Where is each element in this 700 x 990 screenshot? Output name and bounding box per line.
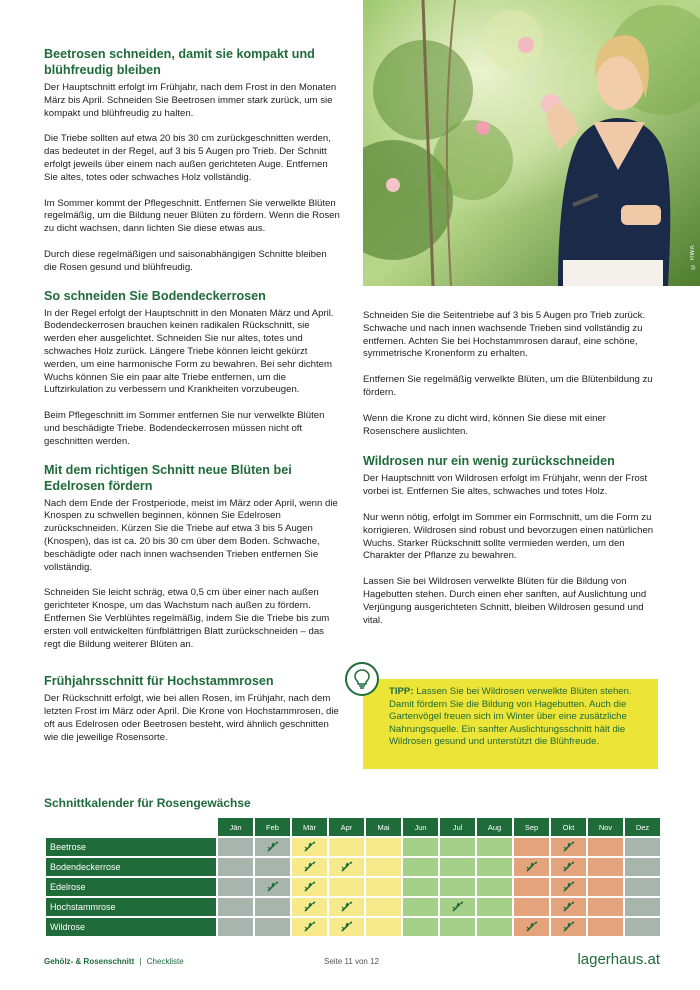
- section-hochstammrosen: [44, 673, 340, 744]
- calendar-corner: [46, 818, 216, 836]
- month-cell: [551, 838, 586, 856]
- month-cell: [366, 898, 401, 916]
- paragraph: Der Hauptschnitt erfolgt im Frühjahr, nach dem Frost in den Monaten März bis April. Schneiden Sie Beetrosen immer stark zurück, um sie kompakt und blühfreudig zu halten.: [44, 82, 337, 119]
- rose-type-label: Hochstammrose: [46, 898, 216, 916]
- month-cell: [625, 878, 660, 896]
- month-header: Aug: [477, 818, 512, 836]
- pruning-shears-icon: [562, 846, 576, 855]
- month-cell: [588, 838, 623, 856]
- month-cell: [403, 858, 438, 876]
- left-column: [44, 46, 340, 744]
- rose-type-label: Edelrose: [46, 878, 216, 896]
- month-cell: [477, 918, 512, 936]
- month-cell: [329, 918, 364, 936]
- footer-doc-title: Gehölz- & Rosenschnitt: [44, 957, 135, 966]
- month-cell: [477, 898, 512, 916]
- paragraph: Schneiden Sie die Seitentriebe auf 3 bis 5 Augen pro Trieb zurück. Schwache und nach innen wachsende Trieben sind vollständig zu entfernen. Achten Sie bei Hochstammrosen darauf, eine schöne, symmetrische Kronenform zu erhalten.: [363, 310, 646, 360]
- month-header: Sep: [514, 818, 549, 836]
- month-cell: [588, 858, 623, 876]
- lightbulb-icon: [345, 662, 379, 696]
- page-number: Seite 11 von 12: [324, 957, 380, 966]
- month-header: Okt: [551, 818, 586, 836]
- month-cell: [588, 918, 623, 936]
- month-cell: [625, 898, 660, 916]
- month-cell: [477, 858, 512, 876]
- month-cell: [514, 838, 549, 856]
- tip-callout: [345, 662, 660, 770]
- paragraph: Der Rückschnitt erfolgt, wie bei allen Rosen, im Frühjahr, nach dem letzten Frost im März oder April. Die Krone von Hochstammrosen, die oft aus Edelrosen oder Beetrosen besteht, wird ähnlich geschnitten wie die jeweilige Rosensorte.: [44, 693, 339, 743]
- calendar-row: [46, 838, 660, 856]
- month-cell: [477, 878, 512, 896]
- pruning-shears-icon: [303, 866, 317, 875]
- month-cell: [440, 838, 475, 856]
- month-cell: [403, 838, 438, 856]
- pruning-shears-icon: [451, 906, 465, 915]
- month-cell: [477, 838, 512, 856]
- paragraph: Durch diese regelmäßigen und saisonabhängigen Schnitte bleiben die Rosen gesund und blühfreudig.: [44, 248, 327, 273]
- month-cell: [403, 878, 438, 896]
- month-cell: [514, 858, 549, 876]
- calendar-body: [46, 838, 660, 936]
- month-cell: [255, 918, 290, 936]
- pruning-shears-icon: [340, 866, 354, 875]
- month-cell: [403, 898, 438, 916]
- month-cell: [292, 878, 327, 896]
- paragraph: In der Regel erfolgt der Hauptschnitt in den Monaten März und April. Bodendeckerrosen brauchen keinen radikalen Rückschnitt, sie werden eher ausgelichtet. Schneiden Sie nur altes, totes und schwaches Holz zurück. Längere Triebe können leicht gekürzt werden, um eine harmonische Form zu bewahren. Bei sehr dichtem Wuchs können Sie ein paar alte Triebe entfernen, um die Luftzirkulation zu verbessern und Krankheiten vorzubeugen.: [44, 307, 334, 396]
- month-cell: [551, 858, 586, 876]
- month-cell: [514, 898, 549, 916]
- month-cell: [551, 898, 586, 916]
- month-cell: [292, 838, 327, 856]
- rose-type-label: Wildrose: [46, 918, 216, 936]
- section-title: Wildrosen nur ein wenig zurückschneiden: [363, 454, 615, 469]
- pruning-shears-icon: [303, 846, 317, 855]
- month-cell: [329, 898, 364, 916]
- tip-body: Lassen Sie bei Wildrosen verwelkte Blüten stehen. Damit fördern Sie die Bildung von Hagebutten. Auch die Gartenvögel freuen sich im Winter über eine zusätzliche Nahrungsquelle. Ein sanfter Auslichtungsschnitt hält die Wildrosen gesund und unterstützt die Blühfreude.: [389, 686, 632, 748]
- month-cell: [218, 838, 253, 856]
- month-cell: [551, 878, 586, 896]
- month-cell: [218, 878, 253, 896]
- rose-type-label: Bodendeckerrose: [46, 858, 216, 876]
- calendar-row: [46, 918, 660, 936]
- paragraph: Entfernen Sie regelmäßig verwelkte Blüten, um die Blütenbildung zu fördern.: [363, 374, 653, 398]
- right-column: [363, 310, 659, 627]
- paragraph: Beim Pflegeschnitt im Sommer entfernen Sie nur verwelkte Blüten und beschädigte Triebe. Bodendeckerrosen müssen nicht oft geschnitten werden.: [44, 410, 325, 447]
- month-cell: [588, 898, 623, 916]
- section-beetrosen: [44, 46, 340, 275]
- section-title: Mit dem richtigen Schnitt neue Blüten bei Edelrosen fördern: [44, 462, 292, 493]
- footer-separator: |: [139, 957, 142, 966]
- photo-credit: © RWA: [690, 245, 696, 269]
- paragraph: Im Sommer kommt der Pflegeschnitt. Entfernen Sie verwelkte Blüten regelmäßig, um die Bildung neuer Blüten zu fördern. Wenn die Rosen zu dicht wachsen, dann lichten Sie diese etwas aus.: [44, 197, 340, 235]
- month-cell: [440, 898, 475, 916]
- month-cell: [255, 838, 290, 856]
- month-cell: [366, 838, 401, 856]
- paragraph: Nur wenn nötig, erfolgt im Sommer ein Formschnitt, um die Form zu korrigieren. Wildrosen sind robust und bevorzugen einen natürlichen Wuchs. Starker Rückschnitt sollte vermieden werden, um den Charakter der Pflanze zu bewahren.: [363, 511, 654, 562]
- month-cell: [218, 918, 253, 936]
- pruning-shears-icon: [562, 926, 576, 935]
- month-cell: [255, 858, 290, 876]
- month-header: Mär: [292, 818, 327, 836]
- month-cell: [292, 858, 327, 876]
- month-cell: [255, 878, 290, 896]
- month-cell: [292, 918, 327, 936]
- section-title: Beetrosen schneiden, damit sie kompakt und blühfreudig bleiben: [44, 47, 315, 77]
- pruning-shears-icon: [266, 886, 280, 895]
- month-cell: [292, 898, 327, 916]
- month-cell: [403, 918, 438, 936]
- calendar-row: [46, 898, 660, 916]
- section-bodendeckerrosen: [44, 288, 340, 449]
- photo-woman-with-roses: [363, 0, 700, 286]
- pruning-shears-icon: [266, 846, 280, 855]
- month-cell: [625, 918, 660, 936]
- month-cell: [255, 898, 290, 916]
- pruning-shears-icon: [303, 926, 317, 935]
- tip-box: [363, 679, 658, 769]
- lagerhaus-logo[interactable]: lagerhaus.at: [577, 951, 660, 968]
- month-cell: [218, 898, 253, 916]
- pruning-shears-icon: [340, 906, 354, 915]
- month-cell: [366, 878, 401, 896]
- tip-text: [389, 686, 648, 749]
- calendar-title: Schnittkalender für Rosengewächse: [44, 796, 251, 810]
- section-title: So schneiden Sie Bodendeckerrosen: [44, 288, 266, 303]
- month-header: Mai: [366, 818, 401, 836]
- month-cell: [440, 878, 475, 896]
- section-title: Frühjahrsschnitt für Hochstammrosen: [44, 674, 274, 689]
- paragraph: Die Triebe sollten auf etwa 20 bis 30 cm zurückgeschnitten werden, das bedeutet in der Regel, auf 3 bis 5 Augen pro Trieb. Der Schnitt erfolgt jeweils über einem nach außen gerichteten Auge. Entfernen Sie altes, totes oder schwaches Holz vollständig.: [44, 133, 331, 183]
- month-cell: [366, 858, 401, 876]
- month-cell: [588, 878, 623, 896]
- pruning-shears-icon: [525, 866, 539, 875]
- pruning-shears-icon: [340, 926, 354, 935]
- month-header: Nov: [588, 818, 623, 836]
- month-header: Apr: [329, 818, 364, 836]
- calendar-header-row: [46, 818, 660, 836]
- pruning-calendar: [44, 816, 662, 938]
- paragraph: Lassen Sie bei Wildrosen verwelkte Blüten für die Bildung von Hagebutten stehen. Durch einen eher sanften, auf Auslichtung und Verjüngung ausgerichteten Schnitt, bleiben Wildrosen gesund und vital.: [363, 576, 647, 626]
- paragraph: Schneiden Sie leicht schräg, etwa 0,5 cm über einer nach außen gerichteter Knospe, um das Wachstum nach außen zu fördern. Entfernen Sie Verblühtes regelmäßig, indem Sie die Triebe bis zum ersten voll entwickelten fünfblättrigen Blatt zurückschneiden – das regt die Bildung weiterer Blüten an.: [44, 587, 330, 650]
- pruning-shears-icon: [562, 906, 576, 915]
- month-cell: [218, 858, 253, 876]
- month-cell: [329, 858, 364, 876]
- calendar-row: [46, 878, 660, 896]
- paragraph: Nach dem Ende der Frostperiode, meist im März oder April, wenn die Knospen zu schwellen beginnen, können Sie Edelrosen zurückschneiden. Kürzen Sie die Triebe auf etwa 3 bis 5 Augen (Knospen), das ist ca. 20 bis 30 cm über dem Boden. Schwache, beschädigte oder nach innen wachsenden Trieben entfernen Sie vollständig.: [44, 497, 338, 573]
- pruning-shears-icon: [303, 906, 317, 915]
- calendar-row: [46, 858, 660, 876]
- month-header: Jul: [440, 818, 475, 836]
- month-header: Feb: [255, 818, 290, 836]
- section-edelrosen: [44, 462, 340, 652]
- month-cell: [329, 838, 364, 856]
- month-cell: [514, 918, 549, 936]
- footer-doc-type: Checkliste: [146, 957, 184, 966]
- month-cell: [440, 858, 475, 876]
- tip-label: TIPP:: [389, 686, 414, 697]
- month-cell: [514, 878, 549, 896]
- rose-type-label: Beetrose: [46, 838, 216, 856]
- month-cell: [551, 918, 586, 936]
- month-cell: [366, 918, 401, 936]
- pruning-shears-icon: [525, 926, 539, 935]
- paragraph: Wenn die Krone zu dicht wird, können Sie diese mit einer Rosenschere auslichten.: [363, 412, 606, 437]
- section-wildrosen: [363, 453, 659, 627]
- month-header: Jun: [403, 818, 438, 836]
- pruning-shears-icon: [562, 886, 576, 895]
- footer-doc-info: [44, 957, 184, 966]
- month-header: Dez: [625, 818, 660, 836]
- month-header: Jän: [218, 818, 253, 836]
- paragraph: Der Hauptschnitt von Wildrosen erfolgt im Frühjahr, wenn der Frost vorbei ist. Entfernen Sie altes, schwaches und totes Holz.: [363, 473, 648, 498]
- pruning-shears-icon: [562, 866, 576, 875]
- footer: [44, 953, 660, 973]
- month-cell: [625, 838, 660, 856]
- month-cell: [625, 858, 660, 876]
- pruning-shears-icon: [303, 886, 317, 895]
- month-cell: [440, 918, 475, 936]
- month-cell: [329, 878, 364, 896]
